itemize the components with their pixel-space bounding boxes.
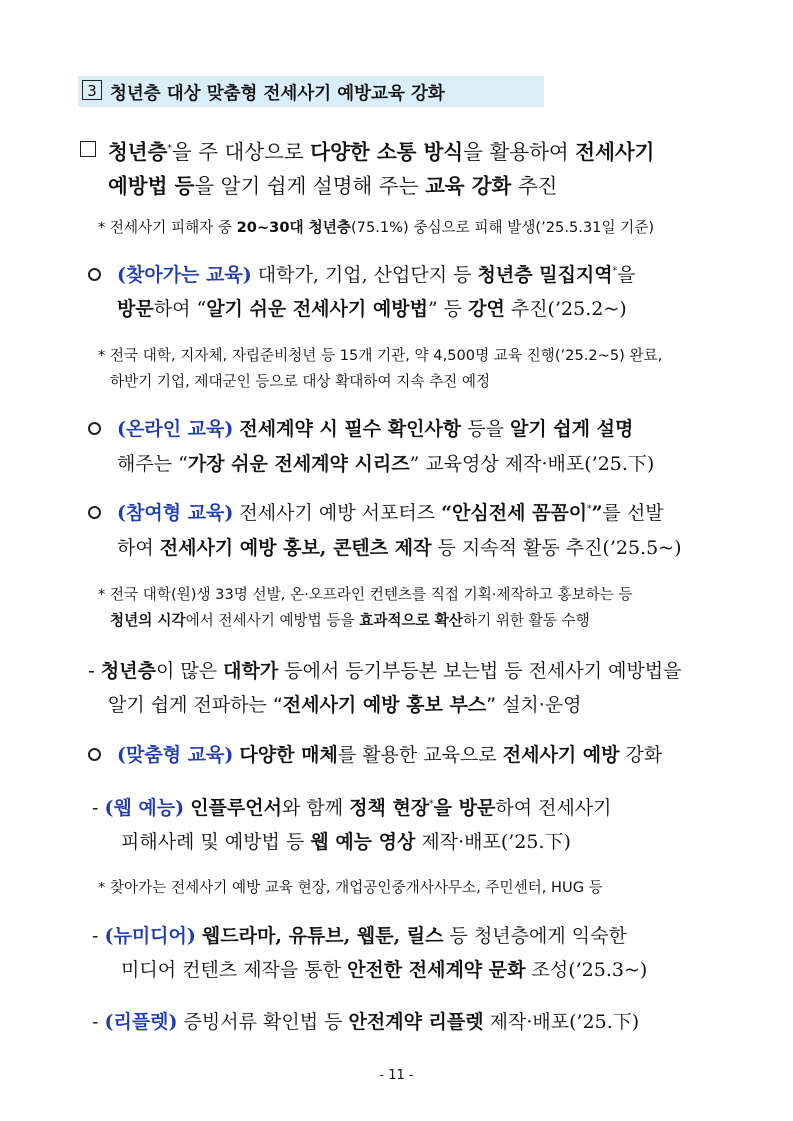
- section-title: 청년층 대상 맞춤형 전세사기 예방교육 강화: [110, 84, 445, 104]
- booth-line-1: - 청년층이 많은 대학가 등에서 등기부등본 보는법 등 전세사기 예방법을: [88, 660, 682, 682]
- intro-line-1: 청년층*을 주 대상으로 다양한 소통 방식을 활용하여 전세사기: [108, 140, 655, 164]
- visit-line-1: (찾아가는 교육) 대학가, 기업, 산업단지 등 청년층 밀집지역*을: [117, 264, 636, 286]
- section-number: 3: [82, 80, 102, 100]
- footnote-3-line-1: * 전국 대학(원)생 33명 선발, 온·오프라인 컨텐츠를 직접 기획·제작하고 홍보하는 등: [98, 586, 633, 603]
- footnote-3-line-2: 청년의 시각에서 전세사기 예방법 등을 효과적으로 확산하기 위한 활동 수행: [110, 612, 590, 629]
- intro-line-2: 예방법 등을 알기 쉽게 설명해 주는 교육 강화 추진: [108, 174, 558, 198]
- online-line-1: (온라인 교육) 전세계약 시 필수 확인사항 등을 알기 쉽게 설명: [117, 418, 634, 440]
- footnote-2-line-1: * 전국 대학, 지자체, 자립준비청년 등 15개 기관, 약 4,500명 교육 진행(’25.2~5) 완료,: [98, 347, 663, 364]
- page-number: - 11 -: [379, 1068, 414, 1083]
- webshow-line-1: - (웹 예능) 인플루언서와 함께 정책 현장*을 방문하여 전세사기: [92, 797, 612, 819]
- newmedia-line-2: 미디어 컨텐츠 제작을 통한 안전한 전세계약 문화 조성(’25.3~): [121, 959, 648, 981]
- participate-line-2: 하여 전세사기 예방 홍보, 콘텐츠 제작 등 지속적 활동 추진(’25.5~): [117, 537, 682, 559]
- circle-bullet-icon: [88, 422, 101, 435]
- footnote-1: * 전세사기 피해자 중 20~30대 청년층(75.1%) 중심으로 피해 발생(’25.5.31일 기준): [98, 219, 655, 236]
- custom-line: (맞춤형 교육) 다양한 매체를 활용한 교육으로 전세사기 예방 강화: [117, 744, 663, 766]
- visit-line-2: 방문하여 “알기 쉬운 전세사기 예방법” 등 강연 추진(’25.2~): [117, 298, 627, 320]
- square-bullet-icon: [80, 141, 96, 157]
- newmedia-line-1: - (뉴미디어) 웹드라마, 유튜브, 웹툰, 릴스 등 청년층에게 익숙한: [92, 925, 627, 947]
- circle-bullet-icon: [88, 268, 101, 281]
- footnote-4: * 찾아가는 전세사기 예방 교육 현장, 개업공인중개사사무소, 주민센터, HUG 등: [98, 879, 603, 896]
- leaflet-line: - (리플렛) 증빙서류 확인법 등 안전계약 리플렛 제작·배포(’25.下): [92, 1011, 640, 1033]
- webshow-line-2: 피해사례 및 예방법 등 웹 예능 영상 제작·배포(’25.下): [121, 831, 571, 853]
- footnote-2-line-2: 하반기 기업, 제대군인 등으로 대상 확대하여 지속 추진 예정: [110, 373, 491, 390]
- participate-line-1: (참여형 교육) 전세사기 예방 서포터즈 “안심전세 꼼꼼이*”를 선발: [117, 502, 664, 524]
- online-line-2: 해주는 “가장 쉬운 전세계약 시리즈” 교육영상 제작·배포(’25.下): [117, 453, 655, 475]
- circle-bullet-icon: [88, 748, 101, 761]
- circle-bullet-icon: [88, 506, 101, 519]
- booth-line-2: 알기 쉽게 전파하는 “전세사기 예방 홍보 부스” 설치·운영: [108, 694, 582, 716]
